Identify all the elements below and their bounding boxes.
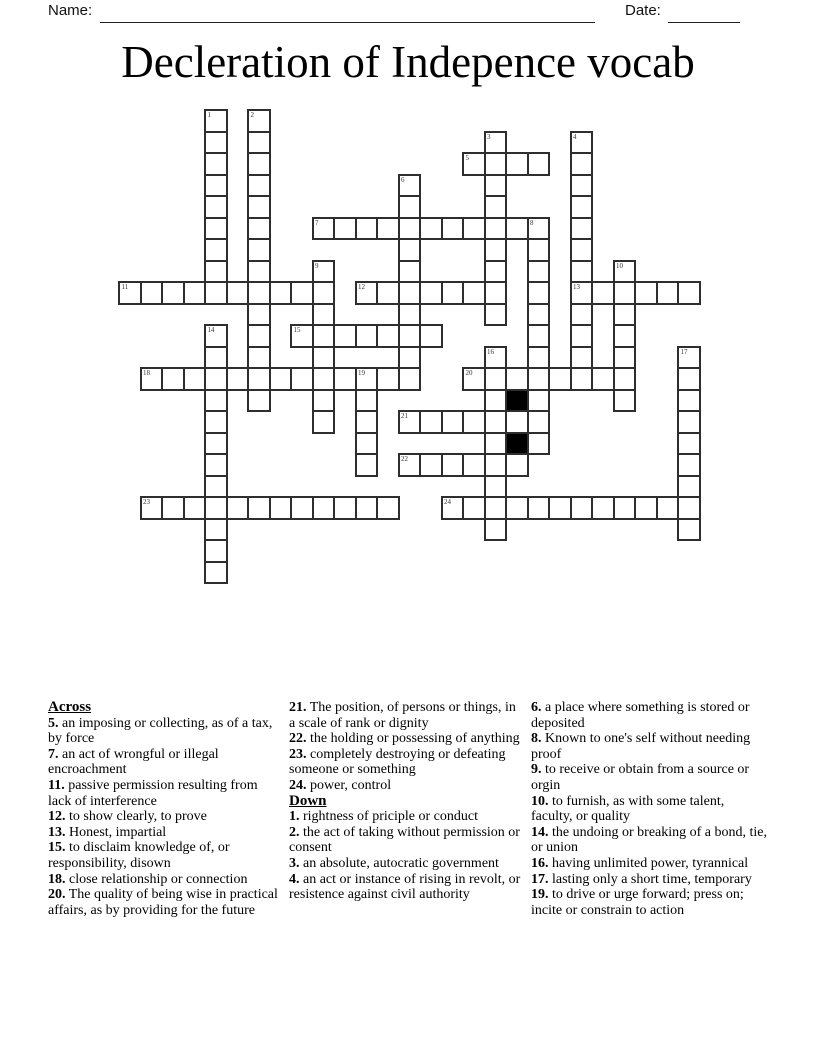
grid-cell bbox=[204, 174, 228, 198]
grid-cell bbox=[398, 174, 422, 198]
cell-number: 18 bbox=[143, 369, 150, 377]
grid-cell bbox=[484, 195, 508, 219]
cell-number: 22 bbox=[401, 455, 408, 463]
grid-cell bbox=[312, 496, 336, 520]
grid-cell bbox=[355, 281, 379, 305]
grid-cell bbox=[441, 281, 465, 305]
clue-item bbox=[48, 840, 284, 871]
clue-item bbox=[531, 872, 767, 888]
clue-number: 24. bbox=[289, 777, 307, 793]
cell-number: 8 bbox=[530, 218, 534, 227]
clue-item bbox=[531, 794, 767, 825]
grid-cell bbox=[226, 367, 250, 391]
date-fill-line bbox=[668, 4, 740, 23]
clue-number: 3. bbox=[289, 855, 300, 871]
grid-cell bbox=[484, 281, 508, 305]
grid-cell bbox=[140, 367, 164, 391]
cell-number: 1 bbox=[207, 111, 211, 119]
grid-cell bbox=[247, 238, 271, 262]
grid-cell bbox=[441, 496, 465, 520]
grid-cell bbox=[527, 324, 551, 348]
name-label: Name: bbox=[48, 2, 93, 19]
clue-text: passive permission resulting from lack of interference bbox=[48, 777, 258, 809]
grid-cell bbox=[527, 410, 551, 434]
grid-cell bbox=[247, 303, 271, 327]
grid-cell bbox=[204, 475, 228, 499]
page-title: Decleration of Indepence vocab bbox=[121, 37, 695, 87]
grid-cell bbox=[312, 346, 336, 370]
grid-cell bbox=[247, 195, 271, 219]
clue-text: the act of taking without permission or consent bbox=[289, 824, 520, 856]
grid-cell bbox=[570, 152, 594, 176]
grid-cell bbox=[462, 281, 486, 305]
clue-item bbox=[48, 872, 284, 888]
grid-cell bbox=[677, 346, 701, 370]
grid-cell bbox=[570, 174, 594, 198]
grid-cell bbox=[484, 496, 508, 520]
clue-number: 10. bbox=[531, 793, 549, 809]
clue-item bbox=[531, 825, 767, 856]
cell-number: 24 bbox=[444, 498, 451, 506]
grid-cell bbox=[118, 281, 142, 305]
clue-item bbox=[289, 747, 525, 778]
clue-text: an absolute, autocratic government bbox=[299, 855, 499, 871]
clue-text: completely destroying or defeating someone or something bbox=[289, 746, 506, 778]
grid-cell bbox=[462, 496, 486, 520]
grid-cell bbox=[484, 217, 508, 241]
grid-cell bbox=[462, 217, 486, 241]
grid-cell bbox=[204, 109, 228, 133]
grid-cell bbox=[204, 324, 228, 348]
grid-cell bbox=[570, 303, 594, 327]
clue-text: to furnish, as with some talent, faculty, or quality bbox=[531, 793, 725, 825]
grid-cell bbox=[527, 496, 551, 520]
grid-cell bbox=[527, 152, 551, 176]
grid-cell bbox=[527, 346, 551, 370]
clue-item bbox=[531, 731, 767, 762]
grid-cell bbox=[204, 561, 228, 585]
grid-cell bbox=[204, 496, 228, 520]
grid-cell bbox=[247, 131, 271, 155]
grid-cell bbox=[204, 217, 228, 241]
grid-cell bbox=[484, 131, 508, 155]
clue-number: 12. bbox=[48, 809, 66, 825]
grid-cell bbox=[204, 195, 228, 219]
grid-cell bbox=[204, 367, 228, 391]
grid-cell bbox=[269, 367, 293, 391]
grid-cell bbox=[570, 238, 594, 262]
grid-cell bbox=[398, 324, 422, 348]
cell-number: 4 bbox=[573, 132, 577, 141]
grid-cell bbox=[677, 453, 701, 477]
grid-cell bbox=[247, 109, 271, 133]
clue-text: to receive or obtain from a source or orgin bbox=[531, 762, 750, 793]
grid-cell bbox=[462, 453, 486, 477]
clue-number: 18. bbox=[48, 871, 66, 887]
clue-text: power, control bbox=[306, 777, 392, 793]
grid-cell bbox=[204, 238, 228, 262]
grid-cell bbox=[527, 367, 551, 391]
clue-number: 4. bbox=[289, 871, 300, 887]
grid-cell bbox=[312, 367, 336, 391]
clue-item bbox=[289, 700, 525, 731]
grid-cell bbox=[570, 217, 594, 241]
clue-item bbox=[289, 778, 525, 794]
grid-cell bbox=[290, 496, 314, 520]
grid-cell bbox=[677, 475, 701, 499]
grid-cell bbox=[355, 432, 379, 456]
grid-cell bbox=[269, 281, 293, 305]
clue-item bbox=[289, 731, 525, 747]
grid-cell bbox=[247, 389, 271, 413]
grid-cell bbox=[355, 324, 379, 348]
grid-cell bbox=[398, 303, 422, 327]
grid-cell bbox=[376, 496, 400, 520]
cell-number: 19 bbox=[358, 369, 365, 377]
grid-cell bbox=[247, 346, 271, 370]
grid-cell bbox=[484, 518, 508, 542]
grid-cell bbox=[376, 324, 400, 348]
clue-text: an act or instance of rising in revolt, or resistence against civil authority bbox=[289, 871, 521, 903]
clue-text: The quality of being wise in practical affairs, as by providing for the future bbox=[48, 887, 278, 918]
grid-cell bbox=[355, 367, 379, 391]
grid-cell bbox=[613, 346, 637, 370]
clue-text: lasting only a short time, temporary bbox=[548, 871, 752, 887]
grid-cell bbox=[204, 281, 228, 305]
cell-number: 20 bbox=[465, 369, 473, 377]
grid-cell bbox=[204, 518, 228, 542]
clue-text: the holding or possessing of anything bbox=[306, 731, 520, 747]
grid-cell bbox=[204, 453, 228, 477]
grid-cell bbox=[312, 260, 336, 284]
grid-cell bbox=[527, 260, 551, 284]
grid-cell bbox=[204, 410, 228, 434]
grid-cell bbox=[484, 367, 508, 391]
grid-cell bbox=[419, 410, 443, 434]
grid-cell bbox=[355, 453, 379, 477]
grid-cell bbox=[677, 410, 701, 434]
cell-number: 9 bbox=[315, 261, 319, 270]
down-header: Down bbox=[289, 792, 327, 809]
grid-cell bbox=[204, 260, 228, 284]
clue-item bbox=[289, 872, 525, 903]
grid-cell bbox=[484, 453, 508, 477]
cell-number: 3 bbox=[487, 132, 491, 141]
grid-cell bbox=[376, 281, 400, 305]
clue-text: to drive or urge forward; press on; incite or constrain to action bbox=[531, 887, 744, 918]
grid-cell bbox=[484, 238, 508, 262]
grid-cell bbox=[419, 453, 443, 477]
clues-column-2 bbox=[289, 700, 525, 903]
grid-cell bbox=[312, 281, 336, 305]
grid-cell bbox=[398, 453, 422, 477]
clue-number: 14. bbox=[531, 824, 549, 840]
grid-cell bbox=[527, 238, 551, 262]
grid-cell bbox=[505, 496, 529, 520]
clue-item bbox=[531, 887, 767, 918]
cell-number: 16 bbox=[487, 347, 494, 356]
grid-cell bbox=[677, 367, 701, 391]
grid-cell bbox=[505, 152, 529, 176]
grid-cell bbox=[484, 475, 508, 499]
grid-cell bbox=[398, 346, 422, 370]
name-fill-line bbox=[100, 4, 595, 23]
grid-cell bbox=[613, 260, 637, 284]
grid-cell bbox=[398, 195, 422, 219]
clue-item bbox=[531, 700, 767, 731]
grid-cell bbox=[656, 496, 680, 520]
grid-cell bbox=[226, 496, 250, 520]
grid-cell bbox=[484, 346, 508, 370]
grid-cell bbox=[570, 131, 594, 155]
grid-cell bbox=[484, 260, 508, 284]
grid-cell bbox=[355, 217, 379, 241]
clue-number: 9. bbox=[531, 762, 542, 778]
clue-item bbox=[48, 809, 284, 825]
clue-number: 16. bbox=[531, 855, 549, 871]
clue-text: The position, of persons or things, in a scale of rank or dignity bbox=[289, 700, 516, 731]
grid-cell bbox=[591, 281, 615, 305]
grid-cell bbox=[204, 389, 228, 413]
grid-cell bbox=[505, 453, 529, 477]
clue-text: to disclaim knowledge of, or responsibility, disown bbox=[48, 840, 230, 871]
grid-cell bbox=[677, 496, 701, 520]
grid-cell bbox=[441, 410, 465, 434]
grid-cell bbox=[161, 367, 185, 391]
grid-cell bbox=[312, 217, 336, 241]
cell-number: 15 bbox=[293, 326, 301, 334]
grid-cell bbox=[419, 281, 443, 305]
grid-cell bbox=[333, 324, 357, 348]
cell-number: 17 bbox=[680, 347, 688, 356]
grid-cell bbox=[398, 410, 422, 434]
grid-cell bbox=[570, 346, 594, 370]
grid-cell bbox=[677, 281, 701, 305]
grid-cell bbox=[527, 432, 551, 456]
grid-cell bbox=[269, 496, 293, 520]
cell-number: 13 bbox=[573, 283, 580, 291]
cell-number: 14 bbox=[207, 326, 215, 334]
clue-item bbox=[289, 856, 525, 872]
grid-cell bbox=[484, 152, 508, 176]
grid-cell bbox=[247, 281, 271, 305]
clue-text: Known to one's self without needing proof bbox=[531, 731, 751, 762]
grid-cell bbox=[441, 453, 465, 477]
grid-cell bbox=[140, 496, 164, 520]
grid-cell bbox=[161, 496, 185, 520]
grid-cell bbox=[570, 281, 594, 305]
grid-cell bbox=[204, 539, 228, 563]
grid-cell bbox=[333, 367, 357, 391]
clue-item bbox=[48, 747, 284, 778]
grid-cell bbox=[226, 281, 250, 305]
clue-number: 20. bbox=[48, 887, 66, 903]
clue-number: 2. bbox=[289, 824, 300, 840]
grid-cell bbox=[462, 152, 486, 176]
clue-item bbox=[289, 809, 525, 825]
grid-cell bbox=[527, 389, 551, 413]
clue-number: 23. bbox=[289, 746, 307, 762]
grid-cell bbox=[355, 496, 379, 520]
grid-cell bbox=[204, 152, 228, 176]
grid-cell bbox=[462, 367, 486, 391]
grid-cell bbox=[247, 496, 271, 520]
clue-text: the undoing or breaking of a bond, tie, or union bbox=[531, 824, 768, 856]
clue-number: 6. bbox=[531, 700, 542, 715]
cell-number: 12 bbox=[358, 283, 365, 291]
grid-cell bbox=[140, 281, 164, 305]
grid-cell bbox=[183, 281, 207, 305]
cell-number: 5 bbox=[465, 154, 469, 162]
grid-cell bbox=[247, 260, 271, 284]
grid-cell bbox=[441, 217, 465, 241]
clue-number: 11. bbox=[48, 777, 65, 793]
grid-cell bbox=[247, 174, 271, 198]
grid-cell bbox=[677, 389, 701, 413]
grid-cell bbox=[570, 324, 594, 348]
cell-number: 7 bbox=[315, 218, 319, 227]
grid-cell bbox=[183, 496, 207, 520]
clue-item bbox=[531, 762, 767, 793]
clue-number: 13. bbox=[48, 824, 66, 840]
clue-text: a place where something is stored or deposited bbox=[531, 700, 750, 731]
grid-cell bbox=[484, 303, 508, 327]
clue-number: 17. bbox=[531, 871, 549, 887]
grid-cell bbox=[312, 389, 336, 413]
grid-cell bbox=[312, 410, 336, 434]
cell-number: 2 bbox=[250, 111, 254, 119]
clue-item bbox=[48, 716, 284, 747]
grid-cell bbox=[398, 367, 422, 391]
grid-cell bbox=[376, 367, 400, 391]
grid-cell bbox=[591, 496, 615, 520]
clue-number: 8. bbox=[531, 731, 542, 747]
clue-text: having unlimited power, tyrannical bbox=[548, 855, 749, 871]
grid-cell bbox=[376, 217, 400, 241]
grid-cell bbox=[333, 217, 357, 241]
grid-cell bbox=[462, 410, 486, 434]
grid-cell bbox=[527, 281, 551, 305]
grid-cell bbox=[484, 389, 508, 413]
across-header: Across bbox=[48, 699, 92, 715]
clues-column-3 bbox=[531, 700, 767, 918]
cell-number: 6 bbox=[401, 175, 405, 184]
clue-number: 1. bbox=[289, 809, 300, 825]
clue-number: 19. bbox=[531, 887, 549, 903]
grid-cell bbox=[247, 217, 271, 241]
clue-number: 5. bbox=[48, 715, 59, 731]
grid-cell bbox=[355, 389, 379, 413]
date-label: Date: bbox=[625, 2, 661, 19]
grid-cell bbox=[290, 281, 314, 305]
clue-number: 21. bbox=[289, 700, 307, 715]
grid-cell bbox=[634, 496, 658, 520]
grid-cell bbox=[613, 324, 637, 348]
clue-item bbox=[48, 825, 284, 841]
clue-text: an imposing or collecting, as of a tax, by force bbox=[48, 715, 273, 747]
grid-cell bbox=[398, 281, 422, 305]
clue-item bbox=[48, 778, 284, 809]
grid-cell bbox=[398, 217, 422, 241]
clue-text: close relationship or connection bbox=[65, 871, 248, 887]
grid-cell bbox=[398, 260, 422, 284]
grid-cell bbox=[527, 303, 551, 327]
grid-cell bbox=[204, 432, 228, 456]
clues-column-1 bbox=[48, 700, 284, 918]
grid-cell bbox=[527, 217, 551, 241]
grid-cell bbox=[204, 131, 228, 155]
clue-text: Honest, impartial bbox=[65, 824, 167, 840]
clue-number: 15. bbox=[48, 840, 66, 856]
grid-cell bbox=[247, 324, 271, 348]
cell-number: 11 bbox=[121, 283, 129, 291]
clue-item bbox=[48, 887, 284, 918]
grid-cell bbox=[161, 281, 185, 305]
grid-cell bbox=[247, 152, 271, 176]
clue-text: rightness of priciple or conduct bbox=[299, 809, 478, 825]
grid-cell bbox=[677, 518, 701, 542]
grid-cell bbox=[484, 174, 508, 198]
grid-cell bbox=[505, 217, 529, 241]
grid-cell bbox=[204, 346, 228, 370]
clue-item bbox=[531, 856, 767, 872]
grid-cell bbox=[484, 432, 508, 456]
grid-cell bbox=[570, 496, 594, 520]
grid-cell bbox=[548, 496, 572, 520]
grid-cell bbox=[312, 324, 336, 348]
grid-cell bbox=[570, 195, 594, 219]
grid-cell bbox=[247, 367, 271, 391]
grid-cell bbox=[505, 410, 529, 434]
cell-number: 23 bbox=[143, 498, 150, 506]
grid-cell bbox=[613, 389, 637, 413]
grid-cell bbox=[290, 367, 314, 391]
grid-cell bbox=[290, 324, 314, 348]
grid-cell bbox=[312, 303, 336, 327]
grid-cell bbox=[570, 367, 594, 391]
clue-number: 22. bbox=[289, 731, 307, 747]
clue-number: 7. bbox=[48, 746, 59, 762]
grid-cell bbox=[656, 281, 680, 305]
grid-cell bbox=[677, 432, 701, 456]
grid-cell bbox=[613, 496, 637, 520]
grid-cell bbox=[183, 367, 207, 391]
clue-text: an act of wrongful or illegal encroachment bbox=[48, 746, 219, 778]
grid-cell-black bbox=[505, 389, 529, 413]
grid-cell bbox=[570, 260, 594, 284]
clue-item bbox=[289, 825, 525, 856]
grid-cell bbox=[613, 303, 637, 327]
grid-cell bbox=[355, 410, 379, 434]
grid-cell bbox=[548, 367, 572, 391]
grid-cell-black bbox=[505, 432, 529, 456]
grid-cell bbox=[613, 367, 637, 391]
cell-number: 10 bbox=[616, 261, 623, 270]
cell-number: 21 bbox=[401, 412, 408, 420]
clue-text: to show clearly, to prove bbox=[65, 809, 207, 825]
grid-cell bbox=[634, 281, 658, 305]
grid-cell bbox=[591, 367, 615, 391]
grid-cell bbox=[398, 238, 422, 262]
grid-cell bbox=[613, 281, 637, 305]
grid-cell bbox=[419, 324, 443, 348]
grid-cell bbox=[505, 367, 529, 391]
grid-cell bbox=[419, 217, 443, 241]
grid-cell bbox=[333, 496, 357, 520]
grid-cell bbox=[484, 410, 508, 434]
